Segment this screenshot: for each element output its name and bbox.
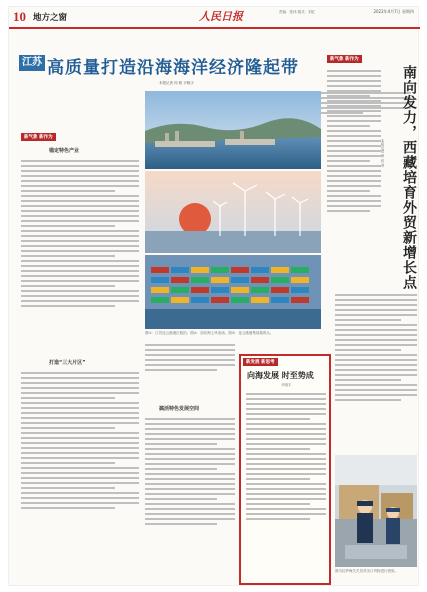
section-heading-1: 锚定特色产业 — [49, 148, 80, 154]
commentary-byline: 尹晓宇 — [281, 383, 292, 387]
right-article-byline: 本报记者 徐 驭 尧 — [381, 139, 385, 167]
section-heading-2: 打造“三大片区” — [49, 360, 86, 366]
newspaper-page — [8, 6, 419, 586]
right-article-title: 南向发力，西藏培育外贸新增长点 — [401, 65, 417, 290]
left-column-text-2 — [21, 369, 139, 581]
issue-date: 2022年4月7日 星期四 — [373, 9, 414, 14]
right-section-tag: 新气象 新作为 — [327, 55, 362, 63]
section-heading-3: 搞活特色发展空间 — [159, 406, 200, 412]
article-byline: 本报记者 何 聪 尹晓宇 — [159, 81, 194, 85]
middle-text-1 — [145, 341, 235, 401]
page-header — [9, 7, 420, 29]
left-column-text-1 — [21, 157, 139, 353]
article-title: 高质量打造沿海海洋经济隆起带 — [47, 58, 299, 78]
editor-info: 责编：张伟 版式：刘红 — [279, 10, 316, 14]
commentary-title: 向海发展 时至势成 — [247, 371, 314, 380]
commentary-tag: 新发展 新思考 — [243, 358, 278, 366]
right-column-text-1 — [327, 67, 381, 287]
commentary-box — [239, 354, 331, 585]
middle-text-2 — [145, 415, 235, 583]
customs-photo — [335, 455, 417, 567]
customs-photo-caption: 图为拉萨海关关员对出口货物进行查验。 — [335, 569, 398, 573]
page-number: 10 — [13, 9, 26, 24]
section-name: 地方之窗 — [33, 13, 68, 23]
province-tag: 江苏 — [19, 55, 45, 71]
commentary-text — [246, 390, 326, 580]
port-illustration — [145, 91, 321, 329]
newspaper-logo: 人民日报 — [199, 10, 243, 23]
right-column-text-2 — [335, 291, 417, 451]
customs-inspection-illustration — [335, 455, 417, 567]
feature-photo — [145, 91, 321, 329]
section-tag: 新气象 新作为 — [21, 133, 56, 141]
photo-caption: 图①：江苏连云港港区航拍。图②：如东海上风电场。图③：连云港港集装箱码头。 — [145, 331, 274, 335]
